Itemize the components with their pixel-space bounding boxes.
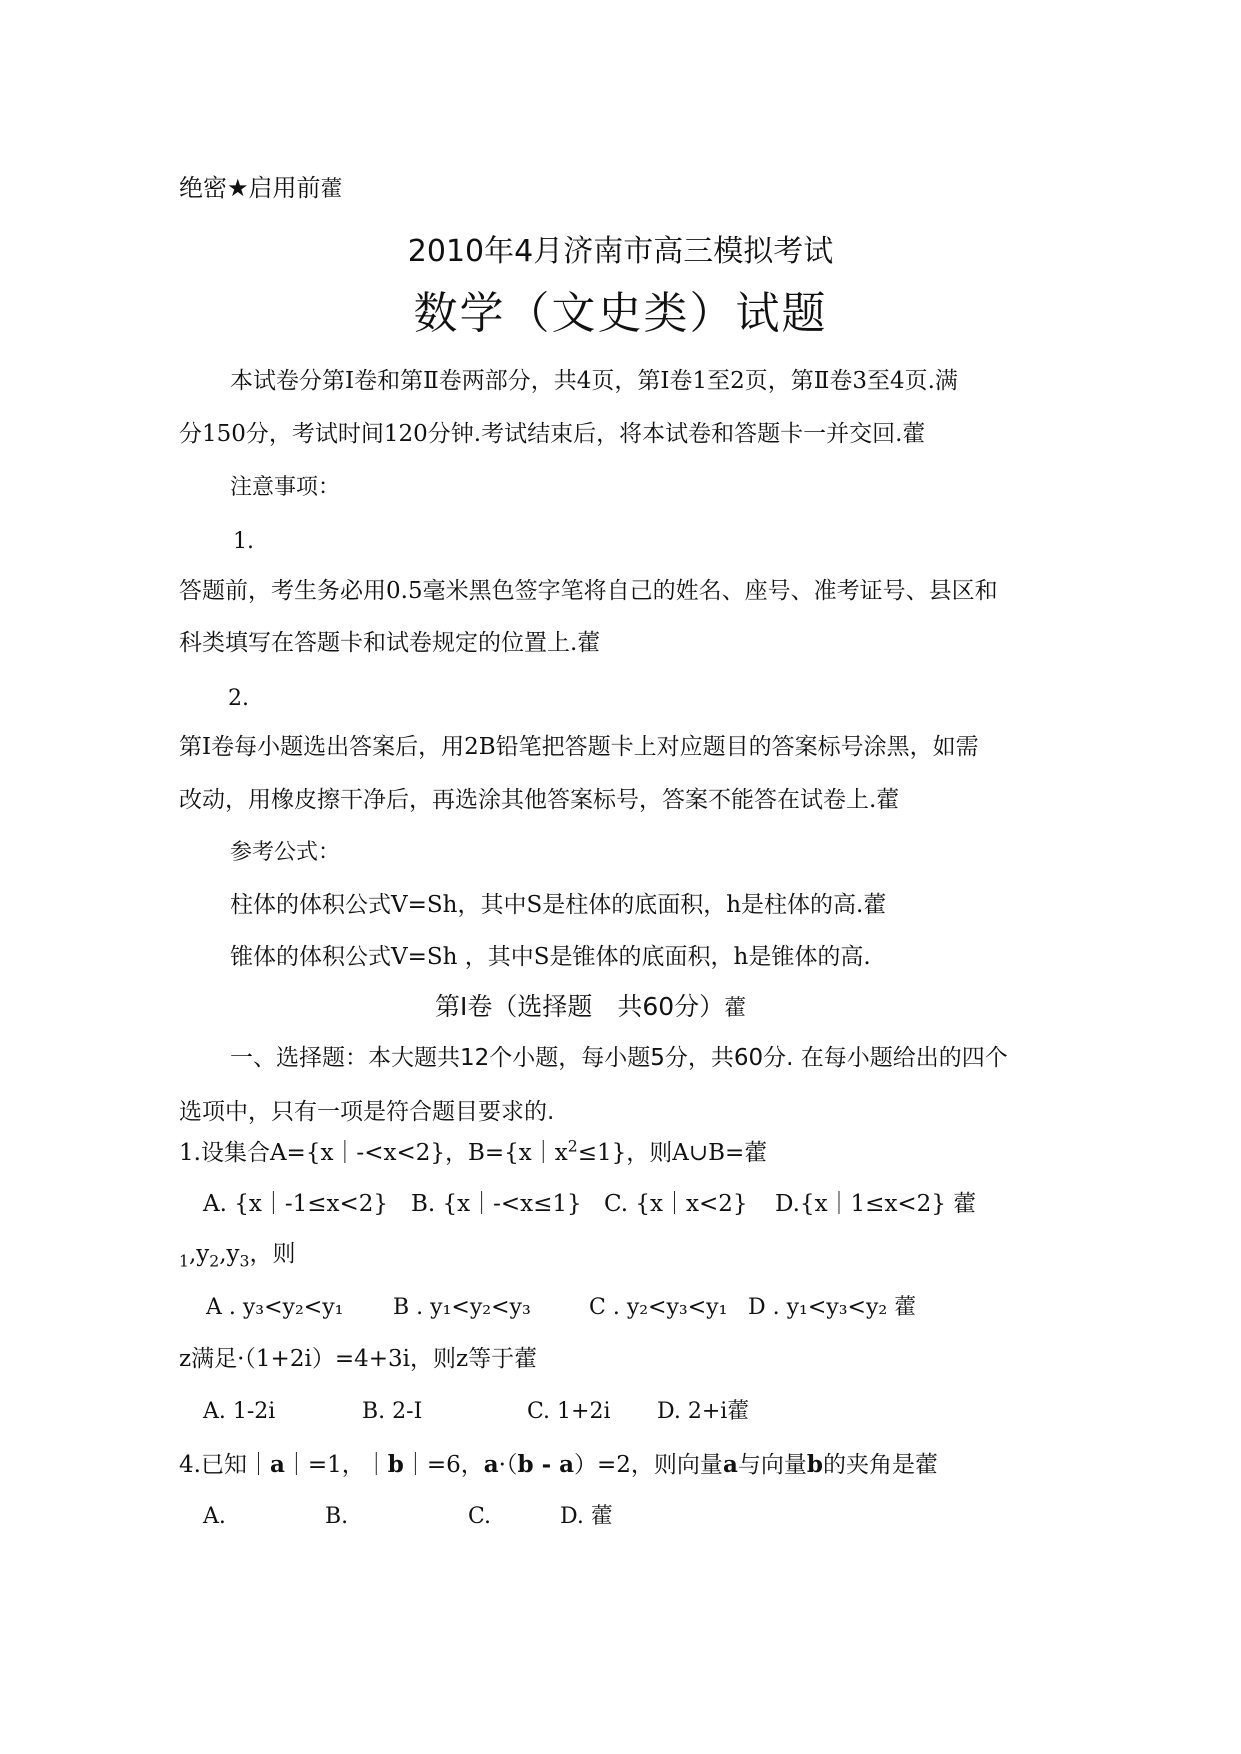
vector-a: a <box>483 1451 499 1478</box>
note-1-line-2: 科类填写在答题卡和试卷规定的位置上.藿 <box>179 630 601 656</box>
exam-title: 2010年4月济南市高三模拟考试 <box>407 234 834 269</box>
question-4-stem-part: ｜=1，｜ <box>284 1452 388 1478</box>
question-2-stem <box>179 1241 296 1271</box>
note-2-number: 2. <box>228 686 249 711</box>
question-1-option-b: B. {x｜-<x≤1} <box>411 1191 582 1217</box>
question-4-stem-part: ｜=6， <box>403 1452 484 1478</box>
question-3-option-b: B. 2-I <box>362 1399 423 1424</box>
question-2-option-a: A . y₃<y₂<y₁ <box>206 1295 344 1320</box>
question-1-stem <box>179 1136 768 1166</box>
question-4-option-c: C. <box>468 1504 492 1529</box>
question-2-stem-part: ,y <box>219 1241 240 1267</box>
question-2-subscript: 3 <box>239 1251 250 1271</box>
note-2-line-2: 改动，用橡皮擦干净后，再选涂其他答案标号，答案不能答在试卷上.藿 <box>179 787 900 813</box>
note-1-line-1: 答题前，考生务必用0.5毫米黑色签字笔将自己的姓名、座号、准考证号、县区和 <box>179 578 998 604</box>
vector-expression: b - a <box>517 1451 575 1478</box>
section-1-heading <box>435 994 746 1020</box>
question-1-exponent: 2 <box>567 1136 578 1156</box>
note-2-line-1: 第Ⅰ卷每小题选出答案后，用2B铅笔把答题卡上对应题目的答案标号涂黑，如需 <box>179 734 979 760</box>
question-2-option-c: C . y₂<y₃<y₁ <box>589 1295 728 1320</box>
section-1-heading-text: 第Ⅰ卷（选择题 共60分） <box>435 992 725 1021</box>
question-4-stem-part: ）=2，则向量 <box>574 1452 723 1478</box>
vector-a: a <box>722 1451 738 1478</box>
formula-pyramid: 锥体的体积公式V=Sh ，其中S是锥体的底面积，h是锥体的高. <box>230 944 871 970</box>
question-4-stem <box>179 1453 938 1477</box>
question-4-stem-part: 与向量 <box>737 1452 807 1478</box>
question-4-option-a: A. <box>203 1504 226 1529</box>
formula-prism: 柱体的体积公式V=Sh，其中S是柱体的底面积，h是柱体的高.藿 <box>230 892 887 918</box>
confidential-mark: 藿 <box>320 177 343 202</box>
question-2-subscript: 1 <box>179 1251 189 1271</box>
question-2-subscript: 2 <box>209 1251 220 1271</box>
intro-line-2: 分150分，考试时间120分钟.考试结束后，将本试卷和答题卡一并交回.藿 <box>179 421 926 447</box>
question-4-option-d: D. 藿 <box>560 1504 613 1529</box>
question-1-option-c: C. {x｜x<2} <box>604 1191 748 1217</box>
note-1-number: 1. <box>233 529 254 554</box>
question-4-stem-part: ·（ <box>498 1452 518 1478</box>
question-4-option-b: B. <box>325 1504 349 1529</box>
intro-line-1: 本试卷分第Ⅰ卷和第Ⅱ卷两部分，共4页，第Ⅰ卷1至2页，第Ⅱ卷3至4页.满 <box>230 368 958 394</box>
question-3-stem: z满足·（1+2i）=4+3i，则z等于藿 <box>179 1346 538 1372</box>
question-1-stem-part: 1.设集合A={x｜-<x<2}，B={x｜x <box>179 1140 568 1166</box>
question-2-stem-part: ，则 <box>249 1241 296 1267</box>
question-3-option-c: C. 1+2i <box>527 1399 611 1424</box>
confidential-label <box>179 176 343 201</box>
question-1-stem-part: ≤1}，则A∪B=藿 <box>577 1140 768 1166</box>
subject-title: 数学（文史类）试题 <box>413 288 828 339</box>
question-1-option-a: A. {x｜-1≤x<2} <box>203 1191 389 1217</box>
vector-a: a <box>269 1451 285 1478</box>
question-4-stem-part: 4.已知｜ <box>179 1452 270 1478</box>
confidential-text: 绝密★启用前 <box>179 174 321 202</box>
question-3-option-a: A. 1-2i <box>203 1399 276 1424</box>
question-2-stem-part: ,y <box>188 1241 210 1267</box>
vector-b: b <box>387 1451 404 1478</box>
question-4-stem-part: 的夹角是藿 <box>822 1452 938 1478</box>
section-1-instruction-line-1: 一、选择题：本大题共12个小题，每小题5分，共60分. 在每小题给出的四个 <box>230 1045 1008 1071</box>
vector-b: b <box>806 1451 823 1478</box>
notes-heading: 注意事项： <box>230 475 341 500</box>
section-1-heading-mark: 藿 <box>724 996 747 1021</box>
question-2-option-b: B . y₁<y₂<y₃ <box>393 1295 531 1320</box>
question-1-option-d: D.{x｜1≤x<2} 藿 <box>775 1191 977 1217</box>
formulas-heading: 参考公式： <box>230 840 341 865</box>
section-1-instruction-line-2: 选项中，只有一项是符合题目要求的. <box>179 1099 555 1125</box>
question-3-option-d: D. 2+i藿 <box>657 1399 750 1424</box>
question-2-option-d: D . y₁<y₃<y₂ 藿 <box>748 1295 917 1320</box>
